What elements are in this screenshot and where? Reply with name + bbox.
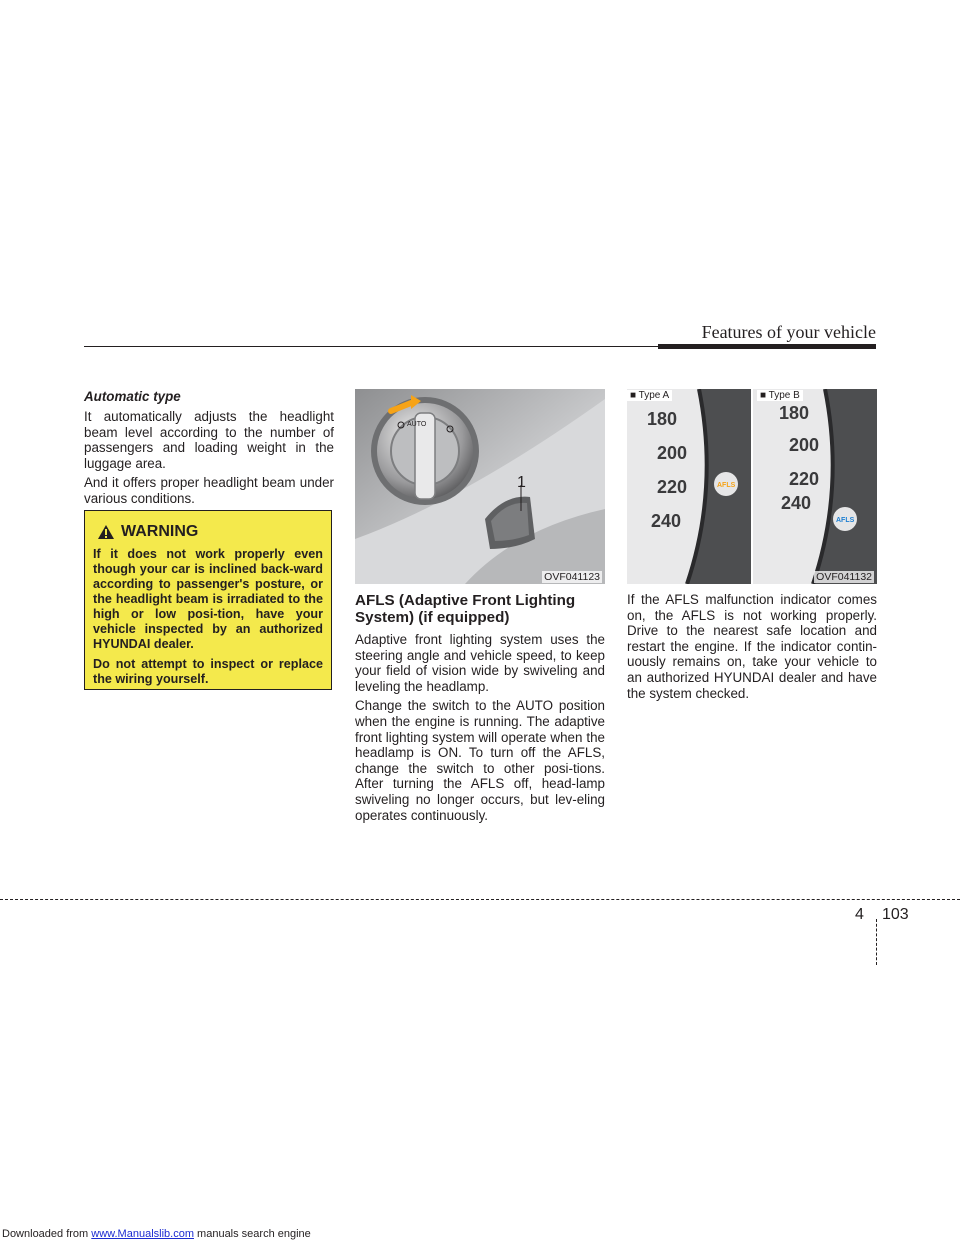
download-prefix: Downloaded from <box>2 1228 89 1240</box>
download-note <box>2 1228 311 1240</box>
callout-number: 1 <box>517 474 526 491</box>
gauge-label: 200 <box>789 435 820 455</box>
body-paragraph: And it offers proper headlight beam under various conditions. <box>84 475 334 506</box>
gauge-label: 200 <box>657 443 688 463</box>
afls-section <box>355 592 605 827</box>
body-paragraph: Change the switch to the AUTO position when the engine is running. The adaptive front lighting system will operate when the headlamp is ON. To turn off the AFLS, change the switch to other posi-tions. After turning the AFLS off, head-lamp swiveling no longer occurs, but lev-eling operates continuously. <box>355 698 605 823</box>
headlight-switch-illustration <box>355 389 605 584</box>
cluster-type-b-illustration <box>753 389 877 584</box>
warning-paragraph: Do not attempt to inspect or replace the wiring yourself. <box>93 657 323 686</box>
body-paragraph: Adaptive front lighting system uses the steering angle and vehicle speed, to keep your field of vision wide by swiveling and leveling the headlamp. <box>355 632 605 694</box>
warning-title: WARNING <box>121 523 199 540</box>
cluster-type-a-figure <box>627 389 751 584</box>
warning-paragraph: If it does not work properly even though your car is inclined back-ward according to passenger's posture, or the headlight beam is irradiated to the high or low posi-tion, have your vehicle inspected by an authorized HYUNDAI dealer. <box>93 547 323 651</box>
afls-indicator: AFLS <box>836 517 855 524</box>
gauge-label: 220 <box>657 477 688 497</box>
auto-switch-label: AUTO <box>407 421 427 428</box>
gauge-label: 240 <box>781 493 812 513</box>
warning-header <box>97 523 323 541</box>
automatic-type-section <box>84 389 334 511</box>
page-number-divider <box>876 919 877 965</box>
afls-malfunction-section <box>627 592 877 705</box>
type-a-label: ■ Type A <box>627 390 672 401</box>
cluster-type-a-illustration <box>627 389 751 584</box>
gauge-label: 180 <box>647 409 678 429</box>
gauge-label: 180 <box>779 403 810 423</box>
download-suffix: manuals search engine <box>197 1228 311 1240</box>
page-number: 103 <box>882 906 909 923</box>
body-paragraph: If the AFLS malfunction indicator comes on, the AFLS is not working properly. Drive to the nearest safe location and restart the engine. If the indicator contin-uously remains on, take your vehicle to an authorized HYUNDAI dealer and have the system checked. <box>627 592 877 701</box>
type-b-label: ■ Type B <box>757 390 803 401</box>
header-bar <box>658 344 876 349</box>
warning-triangle-icon <box>97 524 115 540</box>
gauge-label: 240 <box>651 511 682 531</box>
chapter-number: 4 <box>855 906 864 923</box>
cluster-type-b-figure <box>753 389 877 584</box>
body-paragraph: It automatically adjusts the headlight beam level according to the number of passengers and loading weight in the luggage area. <box>84 409 334 471</box>
headlight-switch-figure <box>355 389 605 584</box>
figure-code: OVF041132 <box>816 571 872 583</box>
gauge-label: 220 <box>789 469 820 489</box>
figure-code: OVF041123 <box>544 571 600 583</box>
warning-box <box>84 510 332 690</box>
automatic-type-heading: Automatic type <box>84 389 181 404</box>
afls-heading: AFLS (Adaptive Front Lighting System) (if equipped) <box>355 592 576 626</box>
afls-indicator: AFLS <box>717 482 736 489</box>
section-title: Features of your vehicle <box>701 322 876 342</box>
manualslib-link[interactable]: www.Manualslib.com <box>91 1228 194 1240</box>
footer-divider <box>0 899 960 900</box>
